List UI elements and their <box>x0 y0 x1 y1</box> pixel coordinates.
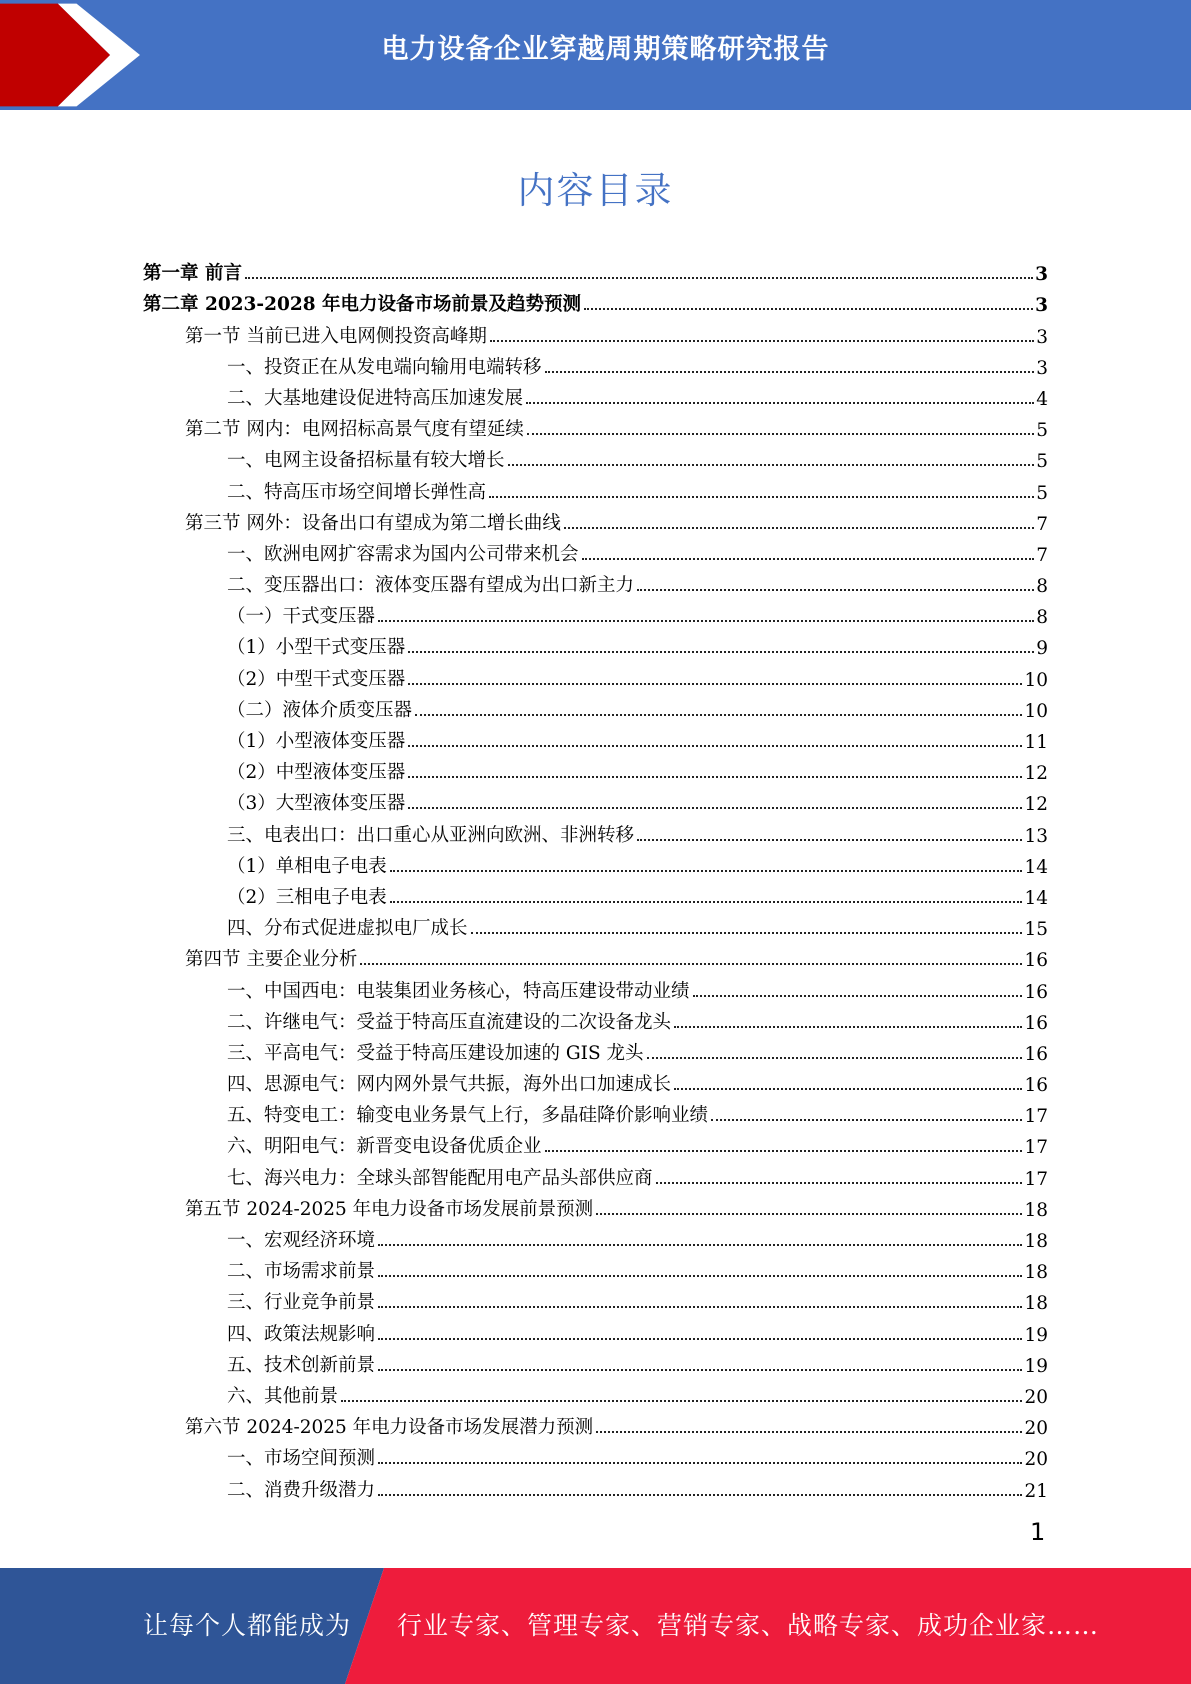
toc-entry-page: 17 <box>1024 1168 1048 1190</box>
toc-entry-label: 第三节 网外：设备出口有望成为第二增长曲线 <box>185 512 561 534</box>
toc-dot-leader <box>415 714 1022 716</box>
toc-entry[interactable] <box>143 1314 1048 1345</box>
toc-entry[interactable] <box>143 722 1048 753</box>
toc-entry-label: 二、消费升级潜力 <box>227 1479 376 1501</box>
table-of-contents <box>143 254 1048 1502</box>
toc-entry[interactable] <box>143 535 1048 566</box>
toc-entry[interactable] <box>143 379 1048 410</box>
toc-entry-label: 二、特高压市场空间增长弹性高 <box>227 481 487 503</box>
toc-entry[interactable] <box>143 909 1048 940</box>
toc-entry-page: 7 <box>1036 544 1048 566</box>
toc-dot-leader <box>545 371 1035 373</box>
toc-entry[interactable] <box>143 1190 1048 1221</box>
toc-entry-page: 5 <box>1036 451 1048 473</box>
toc-entry-label: 一、电网主设备招标量有较大增长 <box>227 450 505 472</box>
toc-entry-label: 三、平高电气：受益于特高压建设加速的 GIS 龙头 <box>227 1042 644 1064</box>
toc-entry[interactable] <box>143 940 1048 971</box>
toc-entry-page: 18 <box>1024 1262 1048 1284</box>
toc-dot-leader <box>245 277 1033 279</box>
toc-entry-label: （2）三相电子电表 <box>227 886 387 908</box>
toc-entry[interactable] <box>143 1221 1048 1252</box>
toc-entry[interactable] <box>143 1283 1048 1314</box>
toc-entry-page: 9 <box>1036 638 1048 660</box>
toc-dot-leader <box>378 1369 1022 1371</box>
toc-entry[interactable] <box>143 1408 1048 1439</box>
toc-entry[interactable] <box>143 753 1048 784</box>
toc-entry-page: 21 <box>1024 1480 1048 1502</box>
toc-entry-page: 12 <box>1024 794 1048 816</box>
toc-entry-page: 4 <box>1036 388 1048 410</box>
toc-entry-page: 16 <box>1024 1043 1048 1065</box>
toc-entry[interactable] <box>143 1252 1048 1283</box>
toc-entry-label: （一）干式变压器 <box>227 606 376 628</box>
toc-entry[interactable] <box>143 784 1048 815</box>
toc-entry-label: 六、明阳电气：新晋变电设备优质企业 <box>227 1136 542 1158</box>
toc-entry-page: 18 <box>1024 1231 1048 1252</box>
footer-slogan-right: 行业专家、管理专家、营销专家、战略专家、成功企业家…… <box>397 1611 1100 1640</box>
toc-entry-page: 3 <box>1036 357 1048 379</box>
page-header <box>0 0 1191 110</box>
toc-dot-leader <box>360 963 1022 965</box>
toc-dot-leader <box>408 745 1022 747</box>
toc-entry-label: （3）大型液体变压器 <box>227 793 406 815</box>
toc-dot-leader <box>711 1119 1022 1121</box>
toc-dot-leader <box>408 683 1022 685</box>
toc-entry-label: 第二节 网内：电网招标高景气度有望延续 <box>185 419 524 441</box>
toc-entry-page: 16 <box>1024 950 1048 972</box>
toc-entry-page: 3 <box>1035 295 1048 317</box>
toc-entry-label: （2）中型液体变压器 <box>227 762 406 784</box>
toc-entry-label: 第四节 主要企业分析 <box>185 949 358 971</box>
toc-entry[interactable] <box>143 691 1048 722</box>
toc-entry[interactable] <box>143 597 1048 628</box>
toc-dot-leader <box>378 620 1034 622</box>
toc-dot-leader <box>378 1306 1022 1308</box>
toc-entry-page: 13 <box>1024 825 1048 847</box>
toc-entry-label: 四、政策法规影响 <box>227 1323 376 1345</box>
toc-entry-label: 四、思源电气：网内网外景气共振，海外出口加速成长 <box>227 1074 672 1096</box>
toc-dot-leader <box>341 1400 1022 1402</box>
toc-entry-page: 14 <box>1024 856 1048 878</box>
toc-entry-page: 3 <box>1036 326 1048 348</box>
toc-entry-label: 七、海兴电力：全球头部智能配用电产品头部供应商 <box>227 1167 653 1189</box>
toc-entry-page: 18 <box>1024 1199 1048 1221</box>
toc-entry-label: 第一节 当前已进入电网侧投资高峰期 <box>185 325 487 347</box>
toc-entry[interactable] <box>143 847 1048 878</box>
toc-entry-page: 11 <box>1024 732 1048 753</box>
toc-entry-page: 8 <box>1036 607 1048 629</box>
toc-entry-label: 三、电表出口：出口重心从亚洲向欧洲、非洲转移 <box>227 824 635 846</box>
toc-entry[interactable] <box>143 285 1048 316</box>
toc-entry-label: 二、市场需求前景 <box>227 1261 376 1283</box>
toc-dot-leader <box>390 870 1023 872</box>
toc-entry-page: 14 <box>1024 887 1048 909</box>
toc-entry[interactable] <box>143 566 1048 597</box>
toc-entry[interactable] <box>143 878 1048 909</box>
toc-entry-label: 二、许继电气：受益于特高压直流建设的二次设备龙头 <box>227 1011 672 1033</box>
toc-entry-label: （2）中型干式变压器 <box>227 668 406 690</box>
page-footer <box>0 1568 1191 1684</box>
toc-entry-label: 第六节 2024-2025 年电力设备市场发展潜力预测 <box>185 1417 594 1439</box>
toc-entry-label: 二、变压器出口：液体变压器有望成为出口新主力 <box>227 575 635 597</box>
toc-entry[interactable] <box>143 1127 1048 1158</box>
toc-entry[interactable] <box>143 348 1048 379</box>
toc-entry[interactable] <box>143 815 1048 846</box>
toc-entry[interactable] <box>143 1065 1048 1096</box>
toc-entry-page: 8 <box>1036 576 1048 598</box>
toc-entry-page: 5 <box>1036 482 1048 504</box>
footer-slogan-left: 让每个人都能成为 <box>143 1611 352 1640</box>
toc-entry-page: 19 <box>1024 1355 1048 1377</box>
toc-dot-leader <box>408 776 1022 778</box>
toc-entry-label: 一、市场空间预测 <box>227 1448 376 1470</box>
toc-entry-page: 15 <box>1024 919 1048 941</box>
toc-entry-label: 五、特变电工：输变电业务景气上行，多晶硅降价影响业绩 <box>227 1105 709 1127</box>
toc-entry-page: 17 <box>1024 1137 1048 1159</box>
toc-entry-page: 20 <box>1024 1386 1048 1408</box>
toc-entry[interactable] <box>143 316 1048 347</box>
toc-entry-label: 一、投资正在从发电端向输用电端转移 <box>227 356 542 378</box>
toc-dot-leader <box>582 558 1035 560</box>
toc-entry-page: 7 <box>1036 513 1048 535</box>
toc-entry-label: （1）单相电子电表 <box>227 855 387 877</box>
toc-entry-label: 第一章 前言 <box>143 263 242 285</box>
toc-dot-leader <box>564 527 1034 529</box>
toc-dot-leader <box>596 1213 1022 1215</box>
toc-entry[interactable] <box>143 410 1048 441</box>
toc-entry-label: 一、中国西电：电装集团业务核心，特高压建设带动业绩 <box>227 980 690 1002</box>
toc-entry-label: 一、欧洲电网扩容需求为国内公司带来机会 <box>227 543 579 565</box>
toc-dot-leader <box>490 340 1034 342</box>
toc-entry-label: 一、宏观经济环境 <box>227 1230 376 1251</box>
toc-entry[interactable] <box>143 628 1048 659</box>
toc-dot-leader <box>693 995 1023 997</box>
toc-entry-label: （1）小型干式变压器 <box>227 637 406 659</box>
toc-dot-leader <box>471 932 1023 934</box>
toc-entry-label: 二、大基地建设促进特高压加速发展 <box>227 387 524 409</box>
toc-dot-leader <box>408 651 1034 653</box>
toc-entry[interactable] <box>143 1346 1048 1377</box>
toc-dot-leader <box>596 1431 1022 1433</box>
toc-dot-leader <box>508 464 1035 466</box>
toc-entry-page: 18 <box>1024 1293 1048 1315</box>
toc-entry-label: 四、分布式促进虚拟电厂成长 <box>227 918 468 940</box>
toc-entry-page: 16 <box>1024 1075 1048 1097</box>
toc-dot-leader <box>656 1182 1023 1184</box>
toc-dot-leader <box>378 1275 1022 1277</box>
toc-entry-label: （二）液体介质变压器 <box>227 699 413 721</box>
toc-entry-page: 20 <box>1024 1418 1048 1440</box>
toc-entry-label: 三、行业竞争前景 <box>227 1292 376 1314</box>
toc-entry[interactable] <box>143 659 1048 690</box>
toc-entry[interactable] <box>143 504 1048 535</box>
toc-dot-leader <box>584 308 1033 310</box>
toc-dot-leader <box>390 901 1023 903</box>
toc-entry-page: 10 <box>1024 669 1048 691</box>
toc-entry[interactable] <box>143 1439 1048 1470</box>
toc-entry[interactable] <box>143 1034 1048 1065</box>
toc-entry[interactable] <box>143 1158 1048 1189</box>
toc-entry[interactable] <box>143 1096 1048 1127</box>
toc-entry-label: 第五节 2024-2025 年电力设备市场发展前景预测 <box>185 1198 594 1220</box>
toc-entry-page: 5 <box>1036 420 1048 442</box>
toc-entry-page: 20 <box>1024 1449 1048 1471</box>
toc-entry-page: 19 <box>1024 1324 1048 1346</box>
toc-dot-leader <box>378 1244 1022 1246</box>
toc-entry[interactable] <box>143 472 1048 503</box>
toc-dot-leader <box>408 807 1022 809</box>
toc-entry[interactable] <box>143 1377 1048 1408</box>
report-title: 电力设备企业穿越周期策略研究报告 <box>381 34 830 65</box>
toc-entry[interactable] <box>143 254 1048 285</box>
toc-dot-leader <box>378 1462 1022 1464</box>
toc-entry-label: 六、其他前景 <box>227 1385 339 1407</box>
page-number: 1 <box>1030 1518 1046 1546</box>
toc-entry[interactable] <box>143 441 1048 472</box>
toc-entry-page: 16 <box>1024 981 1048 1003</box>
toc-entry[interactable] <box>143 971 1048 1002</box>
toc-title: 内容目录 <box>517 169 674 212</box>
toc-entry-label: 五、技术创新前景 <box>227 1354 376 1376</box>
toc-dot-leader <box>674 1026 1022 1028</box>
toc-entry-label: （1）小型液体变压器 <box>227 731 406 752</box>
toc-dot-leader <box>489 496 1034 498</box>
toc-dot-leader <box>378 1494 1022 1496</box>
toc-dot-leader <box>637 589 1034 591</box>
toc-entry[interactable] <box>143 1470 1048 1501</box>
toc-dot-leader <box>526 402 1034 404</box>
toc-entry-page: 3 <box>1035 264 1048 286</box>
toc-entry-page: 17 <box>1024 1106 1048 1128</box>
toc-entry-page: 10 <box>1024 700 1048 722</box>
toc-entry[interactable] <box>143 1003 1048 1034</box>
toc-entry-label: 第二章 2023-2028 年电力设备市场前景及趋势预测 <box>143 294 582 316</box>
toc-dot-leader <box>527 433 1034 435</box>
toc-dot-leader <box>647 1057 1023 1059</box>
toc-entry-page: 16 <box>1024 1012 1048 1034</box>
toc-entry-page: 12 <box>1024 763 1048 785</box>
toc-dot-leader <box>378 1338 1022 1340</box>
toc-dot-leader <box>545 1150 1023 1152</box>
toc-dot-leader <box>674 1088 1022 1090</box>
toc-dot-leader <box>637 839 1022 841</box>
